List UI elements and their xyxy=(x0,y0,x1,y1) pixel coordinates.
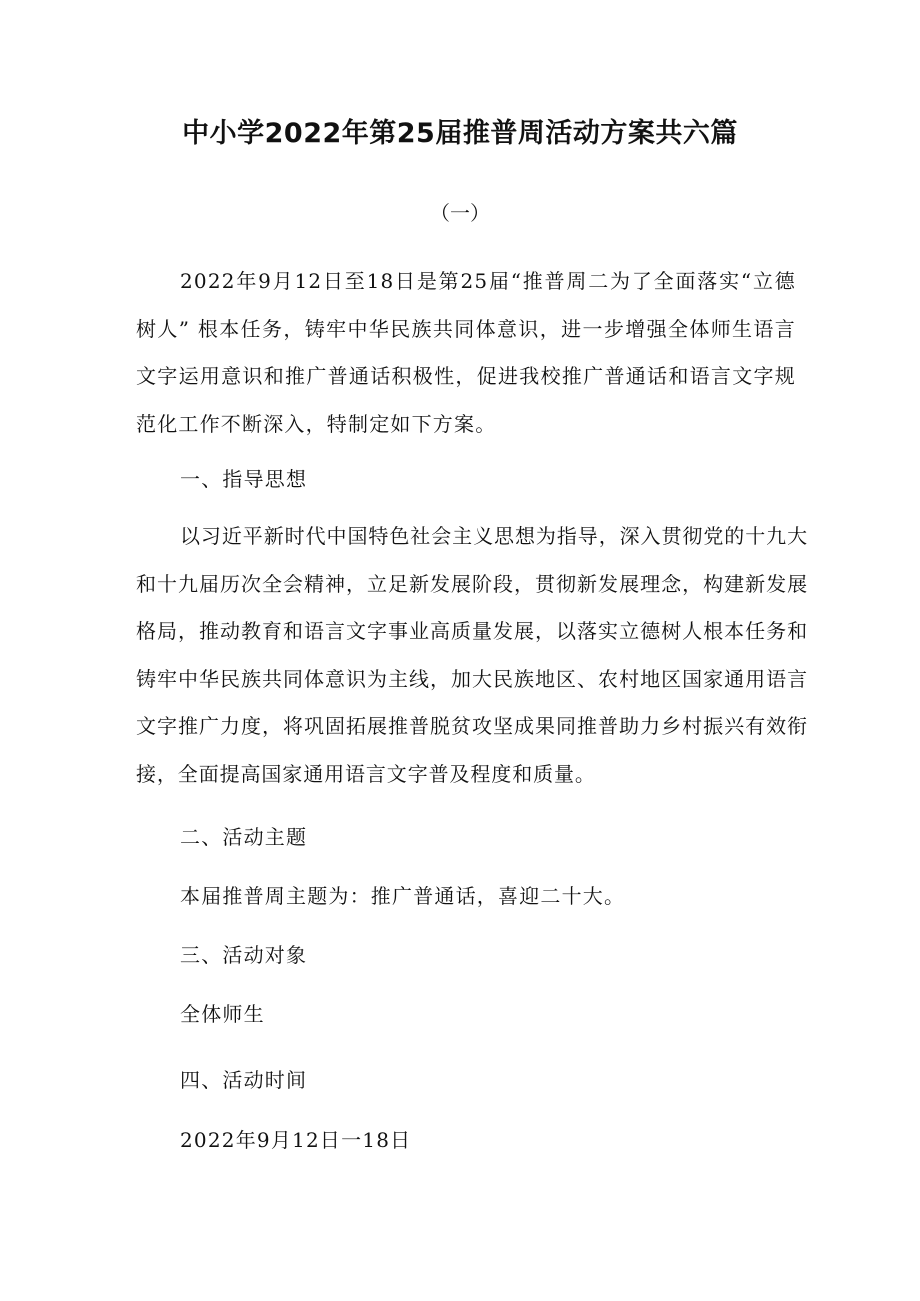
section-body-activity-time: 2022年9月12日一18日 xyxy=(180,1128,412,1152)
section-body-activity-target: 全体师生 xyxy=(180,1002,265,1026)
section-heading-activity-theme: 二、活动主题 xyxy=(180,825,308,849)
section-heading-activity-time: 四、活动时间 xyxy=(180,1068,308,1092)
part-label: （一） xyxy=(430,201,490,225)
section-heading-guiding-ideology: 一、指导思想 xyxy=(180,467,308,491)
section-body-guiding-ideology: 以习近平新时代中国特色社会主义思想为指导，深入贯彻党的十九大和十九届历次全会精神，立足新发展阶段，贯彻新发展理念，构建新发展格局，推动教育和语言文字事业高质量发展，以落实立德树人根本任务和铸牢中华民族共同体意识为主线，加大民族地区、农村地区国家通用语言文字推广力度，将巩固拓展推普脱贫攻坚成果同推普助力乡村振兴有效衔接，全面提高国家通用语言文字普及程度和质量。 xyxy=(136,524,808,786)
document-title: 中小学2022年第25届推普周活动方案共六篇 xyxy=(182,118,738,149)
section-body-activity-theme: 本届推普周主题为：推广普通话，喜迎二十大。 xyxy=(180,884,626,908)
section-heading-activity-target: 三、活动对象 xyxy=(180,943,308,967)
intro-paragraph: 2022年9月12日至18日是第25届“推普周二为了全面落实“立德树人” 根本任务，铸牢中华民族共同体意识，进一步增强全体师生语言文字运用意识和推广普通话积极性，促进我校推广普通话和语言文字规范化工作不断深入，特制定如下方案。 xyxy=(136,269,796,436)
